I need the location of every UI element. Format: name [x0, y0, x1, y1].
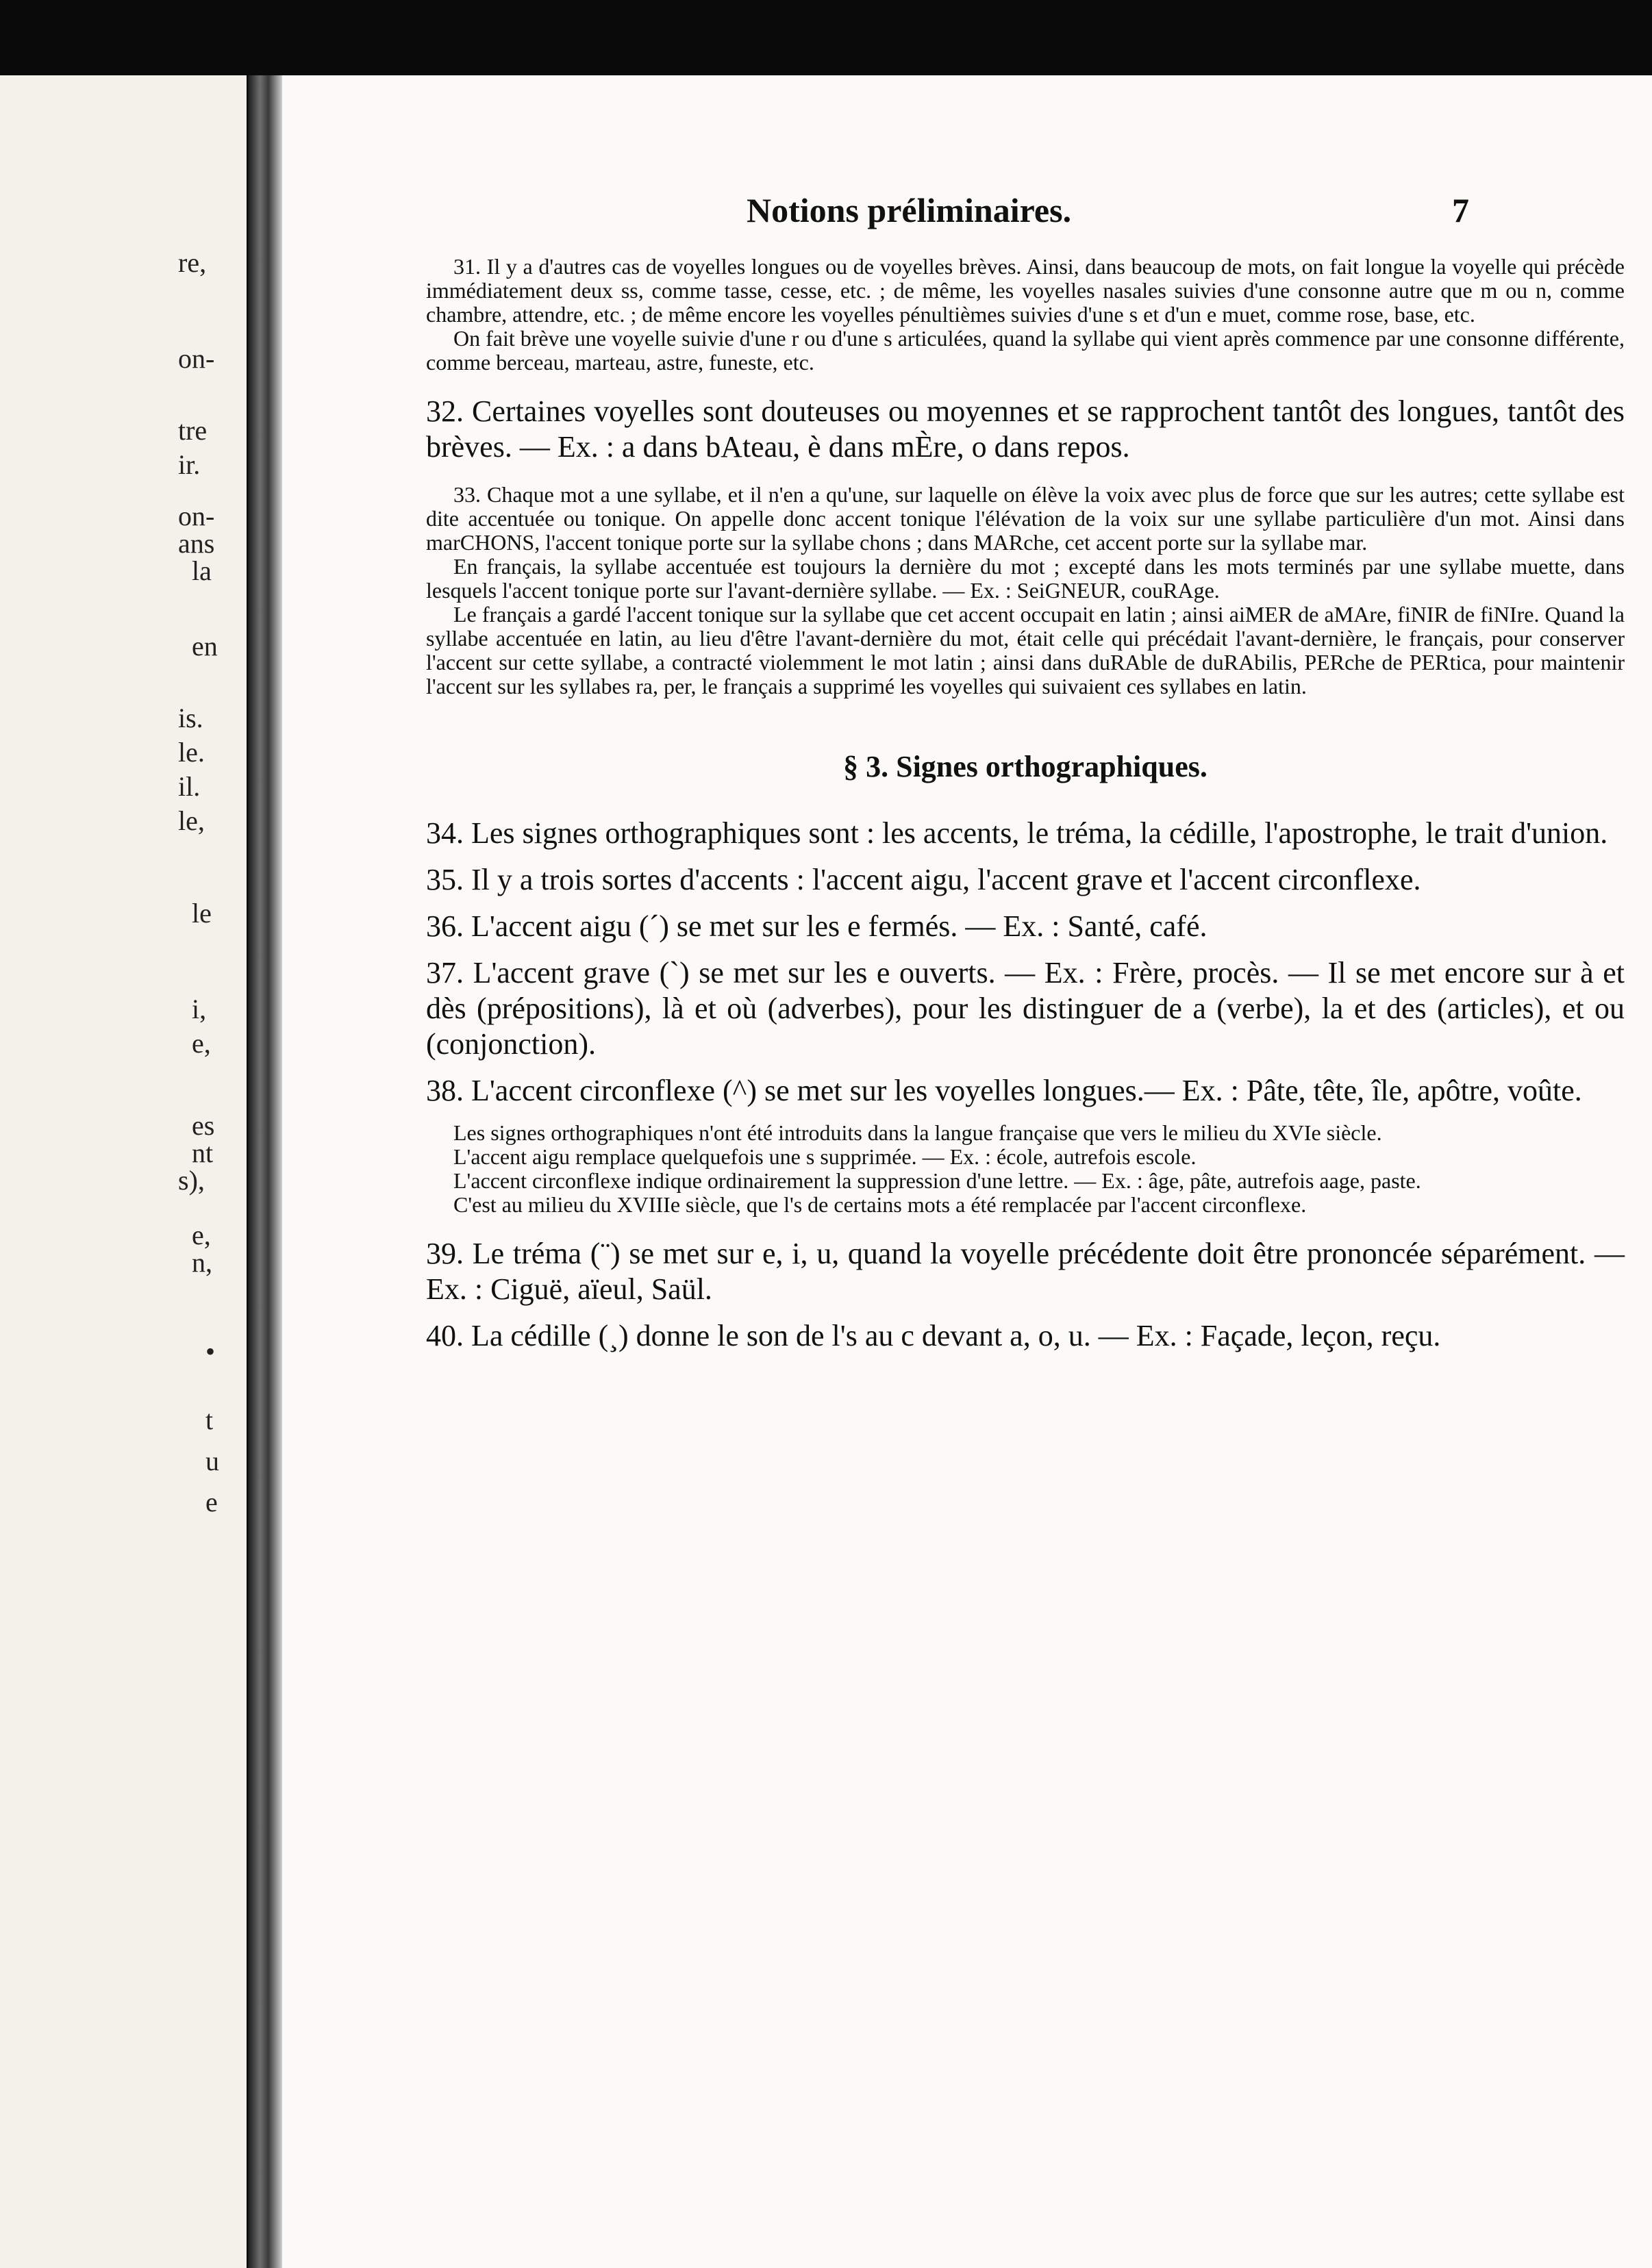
left-page-edge	[0, 75, 247, 2268]
left-page-fragment: ir.	[178, 449, 201, 480]
left-page-fragment: is.	[178, 703, 203, 733]
note-38-line-1: Les signes orthographiques n'ont été introduits dans la langue française que vers le milieu du XVIe siècle.	[453, 1120, 1382, 1145]
left-page-fragment: le	[192, 898, 212, 929]
left-page-fragment: en	[192, 631, 218, 662]
book-page	[282, 75, 1652, 2268]
left-page-fragment: nt	[192, 1137, 214, 1168]
note-38-line-3: L'accent circonflexe indique ordinairement la suppression d'une lettre. — Ex. : âge, pâte, autrefois aage, paste.	[453, 1168, 1421, 1193]
left-page-fragment: re,	[178, 247, 207, 278]
note-38	[426, 1121, 1625, 1217]
paragraph-39: 39. Le tréma (¨) se met sur e, i, u, quand la voyelle précédente doit être prononcée séparément. — Ex. : Ciguë, aïeul, Saül.	[426, 1237, 1625, 1306]
paragraph-34: 34. Les signes orthographiques sont : les accents, le tréma, la cédille, l'apostrophe, le trait d'union.	[426, 816, 1608, 850]
paragraph-31-line-2: On fait brève une voyelle suivie d'une r ou d'une s articulées, quand la syllabe qui vient après commence par une consonne différente, comme berceau, marteau, astre, funeste, etc.	[426, 326, 1625, 375]
left-page-fragment: s),	[178, 1165, 205, 1196]
left-page-fragment: il.	[178, 771, 201, 802]
left-page-fragment: e,	[192, 1220, 211, 1250]
book-gutter	[248, 75, 282, 2268]
left-page-fragment: e	[205, 1487, 218, 1517]
paragraph-31-line-1: 31. Il y a d'autres cas de voyelles longues ou de voyelles brèves. Ainsi, dans beaucoup de mots, on fait longue la voyelle qui précède immédiatement deux ss, comme tasse, cesse, etc. ; de même, les voyelles nasales suivies d'une consonne autre que m ou n, comme chambre, attendre, etc. ; de même encore les voyelles pénultièmes suivies d'une s et d'un e muet, comme rose, base, etc.	[426, 254, 1625, 327]
left-page-fragment: la	[192, 555, 212, 586]
note-38-line-2: L'accent aigu remplace quelquefois une s supprimée. — Ex. : école, autrefois escole.	[453, 1144, 1197, 1169]
paragraph-33-line-1: 33. Chaque mot a une syllabe, et il n'en a qu'une, sur laquelle on élève la voix avec plus de force que sur les autres; cette syllabe est dite accentuée ou tonique. On appelle donc accent tonique l'élévation de la voix sur une syllabe particulière d'un mot. Ainsi dans marCHONS, l'accent tonique porte sur la syllabe chons ; dans MARche, cet accent porte sur la syllabe mar.	[426, 482, 1625, 555]
page-header-title: Notions préliminaires.	[747, 191, 1072, 229]
left-page-fragment: on-	[178, 343, 215, 374]
left-page-fragment: u	[205, 1446, 219, 1476]
paragraph-40: 40. La cédille (¸) donne le son de l's au c devant a, o, u. — Ex. : Façade, leçon, reçu.	[426, 1319, 1441, 1352]
left-page-fragment: t	[205, 1404, 214, 1435]
note-38-line-4: C'est au milieu du XVIIIe siècle, que l's de certains mots a été remplacée par l'accent circonflexe.	[453, 1192, 1307, 1217]
left-page-fragment: •	[205, 1336, 216, 1367]
left-page-fragment: n,	[192, 1247, 212, 1278]
page-content	[426, 255, 1625, 1365]
paragraph-38: 38. L'accent circonflexe (^) se met sur les voyelles longues.— Ex. : Pâte, tête, île, apôtre, voûte.	[426, 1074, 1582, 1107]
section-title: § 3. Signes orthographiques.	[843, 750, 1207, 783]
paragraph-31	[426, 255, 1625, 375]
left-page-fragment: es	[192, 1110, 215, 1141]
left-page-fragment: i,	[192, 994, 207, 1024]
left-page-fragment: le,	[178, 805, 205, 836]
left-page-fragment: on-	[178, 501, 215, 531]
left-page-fragment: tre	[178, 415, 208, 446]
left-page-fragment: le.	[178, 737, 205, 768]
paragraph-33-line-3: Le français a gardé l'accent tonique sur la syllabe que cet accent occupait en latin ; ainsi aiMER de aMAre, fiNIR de fiNIre. Quand la syllabe accentuée en latin, au lieu d'être l'avant-dernière du mot, était celle qui précédait l'avant-dernière, le français, pour conserver l'accent sur cette syllabe, a contracté violemment le mot latin ; ainsi dans duRAble de duRAbilis, PERche de PERtica, pour maintenir l'accent sur les syllabes ra, per, le français a supprimé les voyelles qui suivaient ces syllabes en latin.	[426, 602, 1625, 698]
paragraph-35: 35. Il y a trois sortes d'accents : l'accent aigu, l'accent grave et l'accent circonflexe.	[426, 863, 1421, 896]
left-page-fragment: e,	[192, 1028, 211, 1059]
page-number: 7	[1452, 191, 1469, 229]
paragraph-37: 37. L'accent grave (`) se met sur les e ouverts. — Ex. : Frère, procès. — Il se met encore sur à et dès (prépositions), là et où (adverbes), pour les distinguer de a (verbe), la et des (articles), et ou (conjonction).	[426, 956, 1625, 1061]
paragraph-36: 36. L'accent aigu (´) se met sur les e fermés. — Ex. : Santé, café.	[426, 909, 1207, 943]
left-page-fragment: ans	[178, 528, 215, 559]
paragraph-33-line-2: En français, la syllabe accentuée est toujours la dernière du mot ; excepté dans les mots terminés par une syllabe muette, dans lesquels l'accent tonique porte sur l'avant-dernière syllabe. — Ex. : SeiGNEUR, couRAge.	[426, 554, 1625, 603]
paragraph-33	[426, 483, 1625, 698]
paragraph-32: 32. Certaines voyelles sont douteuses ou moyennes et se rapprochent tantôt des longues, tantôt des brèves. — Ex. : a dans bAteau, è dans mÈre, o dans repos.	[426, 394, 1625, 464]
